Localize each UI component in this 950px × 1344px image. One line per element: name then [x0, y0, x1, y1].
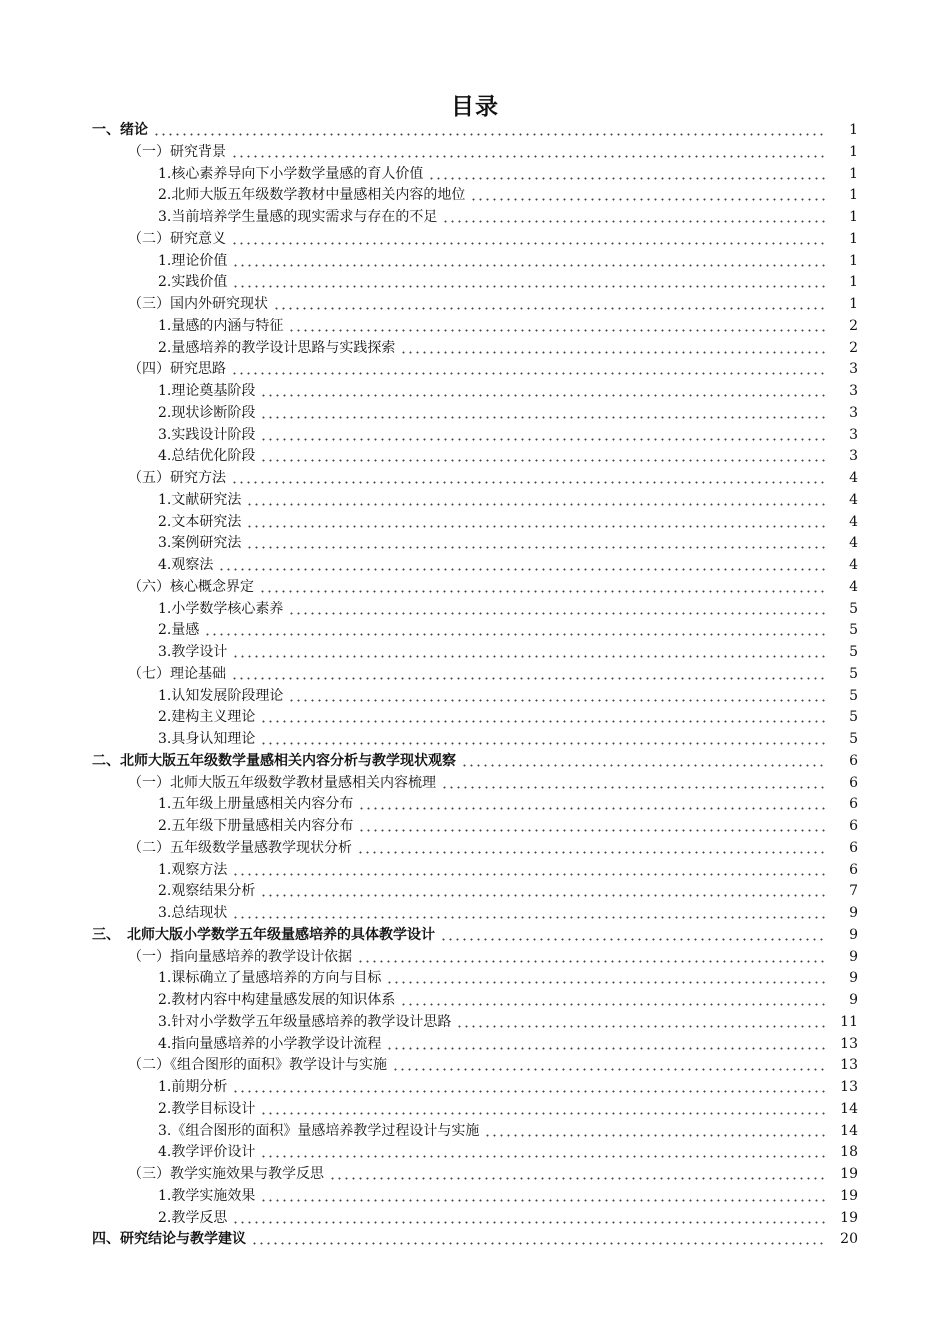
toc-entry[interactable] [0, 620, 950, 642]
toc-entry-page-number: 19 [840, 1187, 858, 1204]
toc-entry-page-number: 4 [849, 491, 858, 508]
toc-entry-page-number: 3 [849, 448, 858, 465]
toc-entry-label: 2.文本研究法 [158, 513, 242, 530]
dot-leader [442, 207, 826, 229]
dot-leader [231, 142, 826, 164]
toc-entry[interactable] [0, 490, 950, 512]
toc-entry[interactable] [0, 881, 950, 903]
toc-entry-label: 1.认知发展阶段理论 [158, 687, 284, 704]
toc-entry-label: 3.当前培养学生量感的现实需求与存在的不足 [158, 209, 438, 225]
toc-entry-page-number: 19 [840, 1166, 858, 1182]
toc-entry[interactable] [0, 642, 950, 664]
dot-leader [357, 838, 826, 860]
toc-entry-page-number: 1 [849, 252, 858, 269]
toc-entry[interactable] [0, 1186, 950, 1208]
toc-entry-page-number: 20 [840, 1231, 858, 1248]
toc-entry-page-number: 13 [840, 1079, 858, 1095]
toc-entry-page-number: 9 [849, 905, 858, 921]
toc-entry-label: 2.建构主义理论 [158, 709, 256, 726]
toc-entry[interactable] [0, 1142, 950, 1164]
toc-entry-page-number: 1 [849, 122, 858, 138]
toc-entry[interactable] [0, 468, 950, 490]
dot-leader [251, 1229, 826, 1251]
dot-leader [260, 1142, 826, 1164]
toc-title: 目录 [451, 94, 499, 120]
toc-entry[interactable] [0, 729, 950, 751]
toc-entry-page-number: 4 [849, 557, 858, 573]
toc-entry-page-number: 7 [849, 883, 858, 900]
toc-entry[interactable] [0, 359, 950, 381]
dot-leader [484, 1121, 826, 1143]
toc-entry[interactable] [0, 1099, 950, 1121]
toc-entry[interactable] [0, 925, 950, 947]
toc-entry-label: （一）研究背景 [128, 143, 226, 160]
dot-leader [231, 359, 826, 381]
toc-entry-label: 1.五年级上册量感相关内容分布 [158, 796, 354, 813]
toc-entry[interactable] [0, 990, 950, 1012]
toc-entry-page-number: 5 [849, 665, 858, 682]
toc-entry-page-number: 5 [849, 600, 858, 617]
dot-leader [259, 577, 826, 599]
toc-entry-page-number: 6 [849, 774, 858, 791]
toc-entry[interactable] [0, 599, 950, 621]
toc-entry-label: （三）教学实施效果与教学反思 [128, 1166, 324, 1182]
toc-entry-page-number: 1 [849, 143, 858, 160]
dot-leader [273, 294, 826, 316]
toc-entry-label: 3.教学设计 [158, 644, 228, 660]
toc-entry-page-number: 19 [840, 1209, 858, 1226]
toc-entry-label: 2.实践价值 [158, 274, 228, 291]
dot-leader [357, 947, 826, 969]
dot-leader [260, 707, 826, 729]
toc-entry-label: 2.北师大版五年级数学教材中量感相关内容的地位 [158, 187, 466, 204]
toc-entry-label: 1.小学数学核心素养 [158, 600, 284, 617]
toc-entry-label: （六）核心概念界定 [128, 578, 254, 595]
toc-entry-page-number: 14 [840, 1122, 858, 1139]
toc-entry-label: 3.案例研究法 [158, 535, 242, 552]
toc-entry-label: （一）北师大版五年级数学教材量感相关内容梳理 [128, 774, 436, 791]
dot-leader [232, 642, 826, 664]
toc-entry-label: （七）理论基础 [128, 665, 226, 682]
toc-entry[interactable] [0, 207, 950, 229]
toc-entry-page-number: 3 [849, 361, 858, 378]
toc-entry-label: 2.教学反思 [158, 1209, 228, 1226]
toc-entry-page-number: 14 [840, 1100, 858, 1117]
toc-entry[interactable] [0, 164, 950, 186]
toc-entry[interactable] [0, 1229, 950, 1251]
dot-leader [231, 468, 826, 490]
toc-entry[interactable] [0, 947, 950, 969]
dot-leader [246, 512, 826, 534]
toc-entry-label: 2.教材内容中构建量感发展的知识体系 [158, 992, 396, 1008]
toc-entry-label: 2.五年级下册量感相关内容分布 [158, 818, 354, 834]
toc-entry-page-number: 5 [849, 687, 858, 704]
toc-entry-page-number: 9 [849, 992, 858, 1008]
dot-leader [400, 338, 826, 360]
toc-entry-label: 1.理论奠基阶段 [158, 383, 256, 399]
toc-entry[interactable] [0, 577, 950, 599]
toc-entry[interactable] [0, 968, 950, 990]
dot-leader [461, 751, 826, 773]
toc-entry[interactable] [0, 142, 950, 164]
dot-leader [358, 794, 826, 816]
toc-entry-page-number: 6 [849, 861, 858, 878]
toc-entry-label: 三、 北师大版小学数学五年级量感培养的具体教学设计 [92, 926, 435, 943]
toc-entry-label: 二、北师大版五年级数学量感相关内容分析与教学现状观察 [92, 752, 456, 769]
toc-entry-label: 3.针对小学数学五年级量感培养的教学设计思路 [158, 1013, 452, 1030]
toc-entry-page-number: 5 [849, 731, 858, 747]
dot-leader [288, 686, 826, 708]
toc-entry[interactable] [0, 773, 950, 795]
toc-entry[interactable] [0, 751, 950, 773]
dot-leader [260, 446, 826, 468]
toc-entry-page-number: 5 [849, 709, 858, 726]
dot-leader [470, 185, 826, 207]
toc-entry-label: 1.教学实施效果 [158, 1187, 256, 1204]
toc-entry-label: 3.具身认知理论 [158, 731, 256, 747]
toc-entry-page-number: 4 [849, 470, 858, 486]
toc-entry[interactable] [0, 272, 950, 294]
toc-entry[interactable] [0, 403, 950, 425]
toc-entry-label: （三）国内外研究现状 [128, 296, 268, 312]
toc-entry[interactable] [0, 533, 950, 555]
toc-entry-page-number: 6 [849, 839, 858, 856]
toc-entry-label: 一、绪论 [92, 122, 148, 138]
toc-entry-label: 1.观察方法 [158, 861, 228, 878]
toc-entry-page-number: 6 [849, 796, 858, 813]
toc-entry[interactable] [0, 707, 950, 729]
toc-entry-page-number: 1 [849, 209, 858, 225]
dot-leader [428, 164, 826, 186]
dot-leader [358, 816, 826, 838]
toc-entry[interactable] [0, 555, 950, 577]
toc-entry-page-number: 1 [849, 187, 858, 204]
toc-entry-page-number: 2 [849, 317, 858, 334]
toc-entry-page-number: 9 [849, 948, 858, 965]
toc-entry[interactable] [0, 664, 950, 686]
toc-entry[interactable] [0, 381, 950, 403]
toc-entry-page-number: 1 [849, 230, 858, 247]
toc-entry[interactable] [0, 794, 950, 816]
dot-leader [232, 903, 826, 925]
toc-entry-page-number: 9 [849, 970, 858, 987]
toc-entry-page-number: 4 [849, 513, 858, 530]
toc-entry-label: 1.前期分析 [158, 1079, 228, 1095]
toc-entry-label: 4.指向量感培养的小学教学设计流程 [158, 1035, 382, 1052]
toc-entry-label: 2.量感 [158, 622, 200, 639]
toc-entry[interactable] [0, 446, 950, 468]
dot-leader [260, 425, 826, 447]
toc-entry-page-number: 1 [849, 274, 858, 291]
dot-leader [392, 1055, 826, 1077]
toc-entry-page-number: 18 [840, 1144, 858, 1161]
toc-entry-page-number: 5 [849, 622, 858, 639]
toc-entry[interactable] [0, 1208, 950, 1230]
dot-leader [232, 1208, 826, 1230]
dot-leader [246, 490, 826, 512]
dot-leader [231, 664, 826, 686]
toc-entry-page-number: 9 [849, 926, 858, 943]
dot-leader [260, 729, 826, 751]
toc-entry[interactable] [0, 860, 950, 882]
dot-leader [246, 533, 826, 555]
toc-entry[interactable] [0, 838, 950, 860]
toc-entry-page-number: 13 [840, 1057, 858, 1074]
toc-entry[interactable] [0, 338, 950, 360]
dot-leader [441, 773, 826, 795]
dot-leader [231, 229, 826, 251]
toc-entry-label: 1.核心素养导向下小学数学量感的育人价值 [158, 165, 424, 182]
toc-entry[interactable] [0, 1164, 950, 1186]
toc-entry-page-number: 5 [849, 644, 858, 660]
dot-leader [288, 316, 826, 338]
dot-leader [232, 272, 826, 294]
toc-entry-page-number: 6 [849, 818, 858, 834]
toc-entry-label: （二）研究意义 [128, 230, 226, 247]
dot-leader [153, 120, 826, 142]
toc-entry-label: 3.实践设计阶段 [158, 426, 256, 443]
toc-entry-page-number: 3 [849, 404, 858, 421]
toc-entry-label: 1.文献研究法 [158, 491, 242, 508]
toc-entry-page-number: 4 [849, 578, 858, 595]
toc-entry[interactable] [0, 512, 950, 534]
toc-entry-page-number: 3 [849, 383, 858, 399]
dot-leader [232, 860, 826, 882]
dot-leader [440, 925, 826, 947]
toc-entry-label: 3.总结现状 [158, 905, 228, 921]
dot-leader [260, 1186, 826, 1208]
toc-entry[interactable] [0, 1055, 950, 1077]
toc-entry-page-number: 3 [849, 426, 858, 443]
toc-entry-label: （五）研究方法 [128, 470, 226, 486]
dot-leader [400, 990, 826, 1012]
table-of-contents [0, 120, 950, 1251]
toc-entry-page-number: 13 [840, 1035, 858, 1052]
toc-entry-label: 4.观察法 [158, 557, 214, 573]
toc-entry[interactable] [0, 1077, 950, 1099]
toc-entry[interactable] [0, 251, 950, 273]
toc-entry-page-number: 11 [840, 1013, 858, 1030]
toc-entry-label: （四）研究思路 [128, 361, 226, 378]
toc-entry-label: 4.总结优化阶段 [158, 448, 256, 465]
toc-entry[interactable] [0, 185, 950, 207]
toc-entry[interactable] [0, 903, 950, 925]
dot-leader [329, 1164, 826, 1186]
toc-entry-page-number: 1 [849, 165, 858, 182]
dot-leader [260, 881, 826, 903]
toc-entry[interactable] [0, 294, 950, 316]
dot-leader [260, 1099, 826, 1121]
toc-entry-label: 1.量感的内涵与特征 [158, 317, 284, 334]
toc-entry-label: 2.教学目标设计 [158, 1100, 256, 1117]
dot-leader [386, 968, 826, 990]
toc-entry-label: 1.课标确立了量感培养的方向与目标 [158, 970, 382, 987]
toc-entry[interactable] [0, 120, 950, 142]
toc-entry-label: 2.观察结果分析 [158, 883, 256, 900]
toc-entry-label: 2.现状诊断阶段 [158, 404, 256, 421]
toc-entry-label: 2.量感培养的教学设计思路与实践探索 [158, 339, 396, 356]
toc-entry-page-number: 2 [849, 339, 858, 356]
toc-entry-label: （二）《组合图形的面积》教学设计与实施 [128, 1057, 387, 1074]
dot-leader [260, 381, 826, 403]
toc-entry-label: 3.《组合图形的面积》量感培养教学过程设计与实施 [158, 1122, 480, 1139]
toc-entry[interactable] [0, 316, 950, 338]
dot-leader [386, 1034, 826, 1056]
toc-entry[interactable] [0, 1012, 950, 1034]
toc-entry-page-number: 6 [849, 752, 858, 769]
toc-entry-page-number: 4 [849, 535, 858, 552]
dot-leader [232, 251, 826, 273]
toc-entry[interactable] [0, 425, 950, 447]
toc-entry-label: （一）指向量感培养的教学设计依据 [128, 948, 352, 965]
toc-entry[interactable] [0, 686, 950, 708]
toc-entry[interactable] [0, 1121, 950, 1143]
dot-leader [456, 1012, 826, 1034]
dot-leader [204, 620, 826, 642]
dot-leader [218, 555, 826, 577]
toc-entry-page-number: 1 [849, 296, 858, 312]
toc-entry-label: 4.教学评价设计 [158, 1144, 256, 1161]
toc-entry-label: （二）五年级数学量感教学现状分析 [128, 839, 352, 856]
dot-leader [232, 1077, 826, 1099]
dot-leader [288, 599, 826, 621]
toc-entry-label: 四、研究结论与教学建议 [92, 1231, 246, 1248]
toc-entry[interactable] [0, 229, 950, 251]
toc-entry-label: 1.理论价值 [158, 252, 228, 269]
toc-entry[interactable] [0, 1034, 950, 1056]
dot-leader [260, 403, 826, 425]
toc-entry[interactable] [0, 816, 950, 838]
